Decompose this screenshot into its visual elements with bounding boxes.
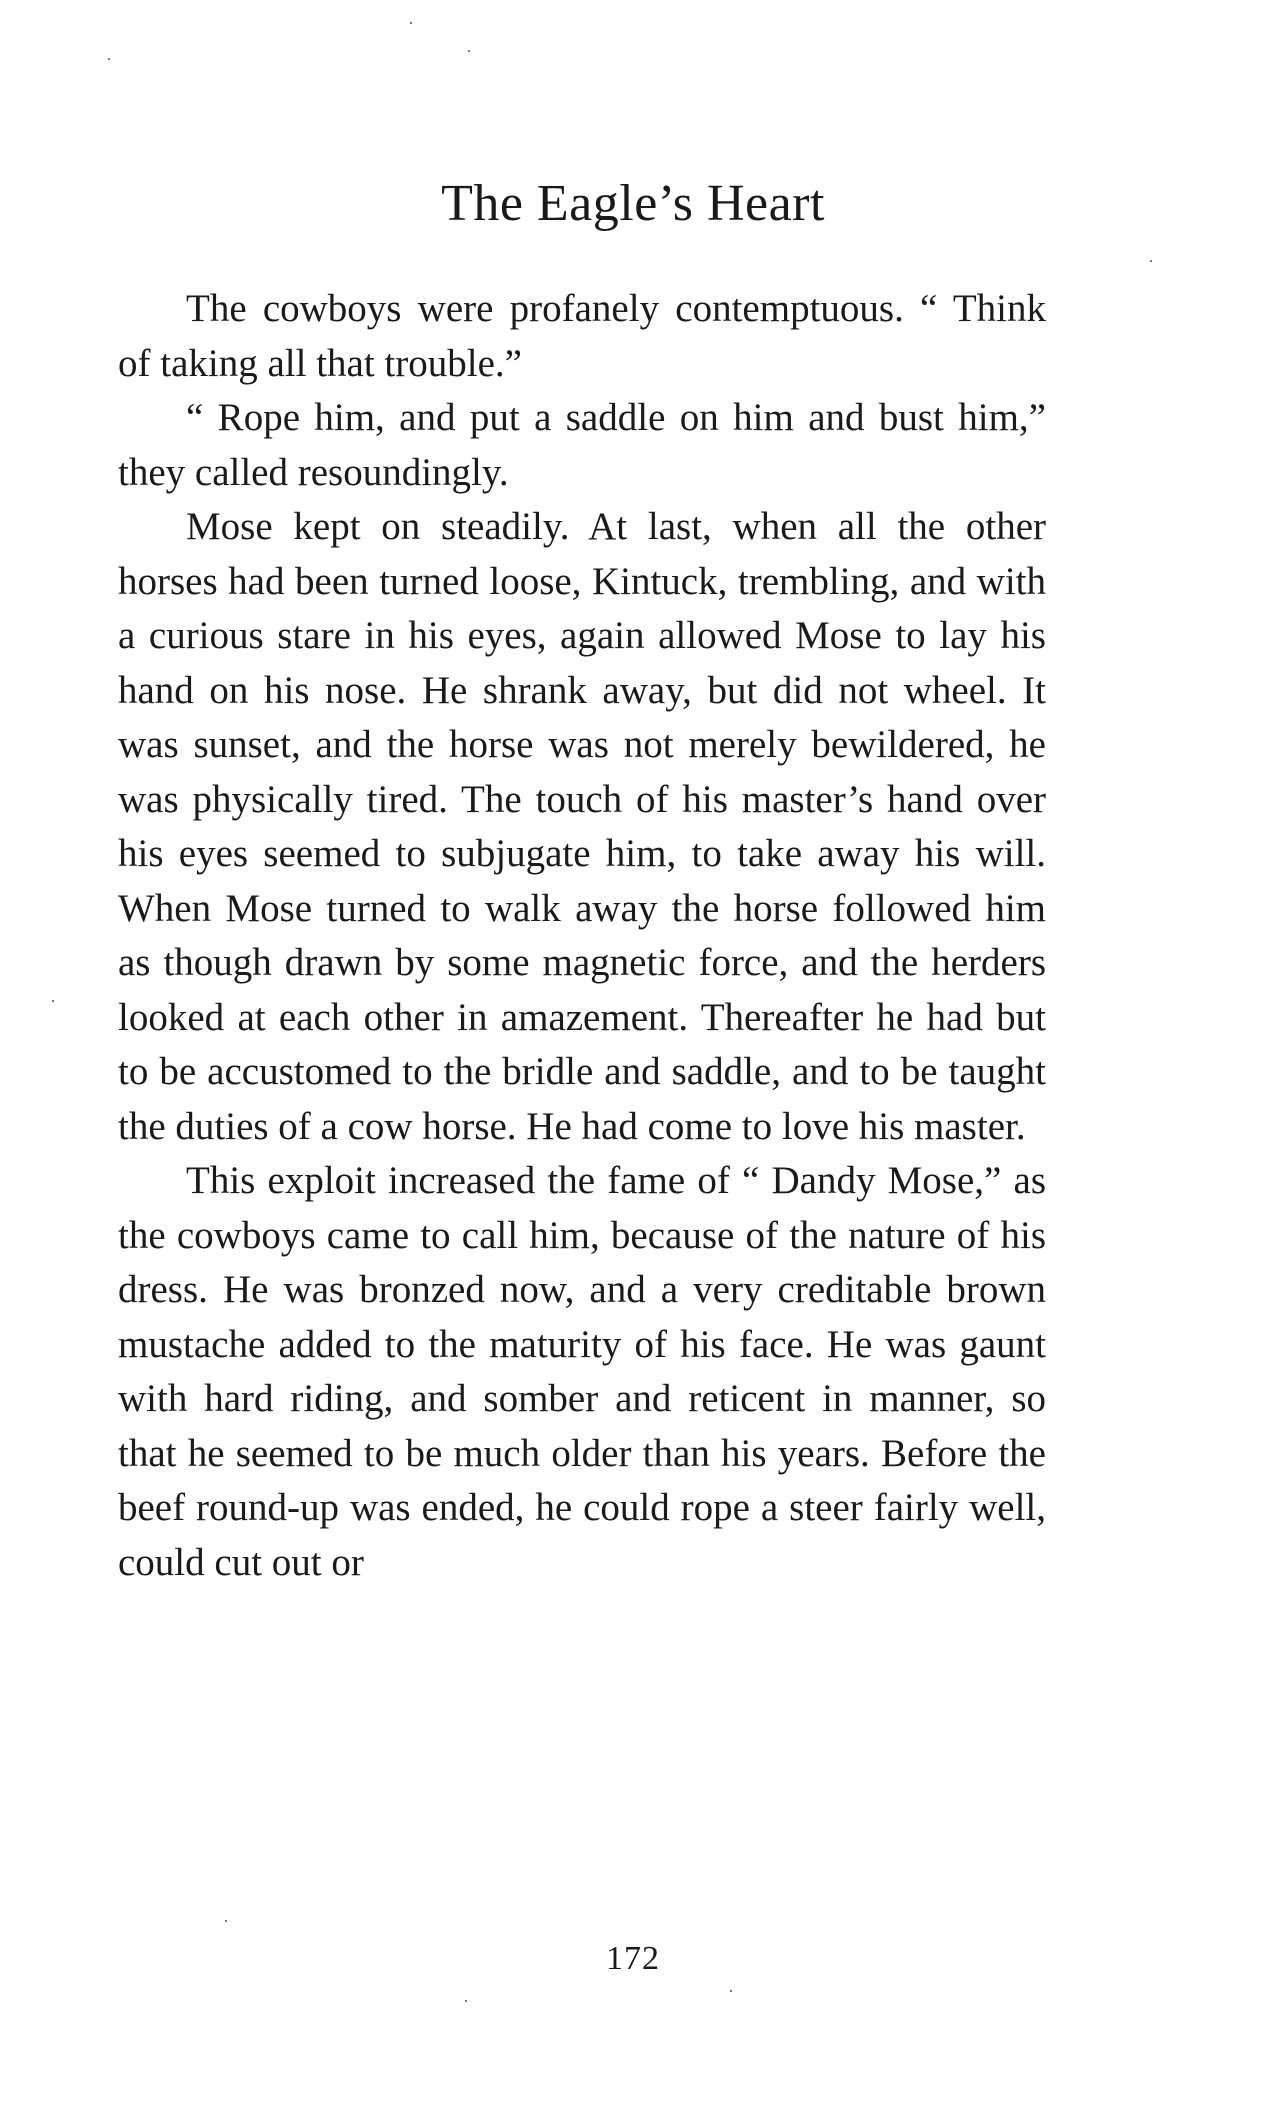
scan-speck [225,1920,227,1922]
scan-speck [1150,260,1152,262]
page-number: 172 [606,1940,660,1977]
paragraph: Mose kept on steadily. At last, when all the other horses had been turned loose, Kintuck, trembling, and with a curious stare in his eyes, again allowed Mose to lay his hand on his nose. He shrank away, but did not wheel. It was sunset, and the horse was not merely bewildered, he was physically tired. The touch of his master’s hand over his eyes seemed to subjugate him, to take away his will. When Mose turned to walk away the horse followed him as though drawn by some magnetic force, and the herders looked at each other in amazement. Thereafter he had but to be accustomed to the bridle and saddle, and to be taught the duties of a cow horse. He had come to love his master. [118,505,1046,1148]
scan-speck [108,58,110,60]
paragraph: “ Rope him, and put a saddle on him and bust him,” they called resoundingly. [118,396,1046,494]
scan-speck [52,1000,54,1002]
body-text [118,282,1046,1590]
scan-speck [410,22,412,24]
running-head: The Eagle’s Heart [441,175,825,232]
scan-speck [730,1990,732,1992]
paragraph: This exploit increased the fame of “ Dandy Mose,” as the cowboys came to call him, because of the nature of his dress. He was bronzed now, and a very creditable brown mustache added to the maturity of his face. He was gaunt with hard riding, and somber and reticent in manner, so that he seemed to be much older than his years. Before the beef round-up was ended, he could rope a steer fairly well, could cut out or [118,1159,1046,1584]
scan-speck [465,2000,467,2002]
paragraph: The cowboys were profanely contemptuous. “ Think of taking all that trouble.” [118,287,1046,385]
scan-speck [468,50,470,52]
